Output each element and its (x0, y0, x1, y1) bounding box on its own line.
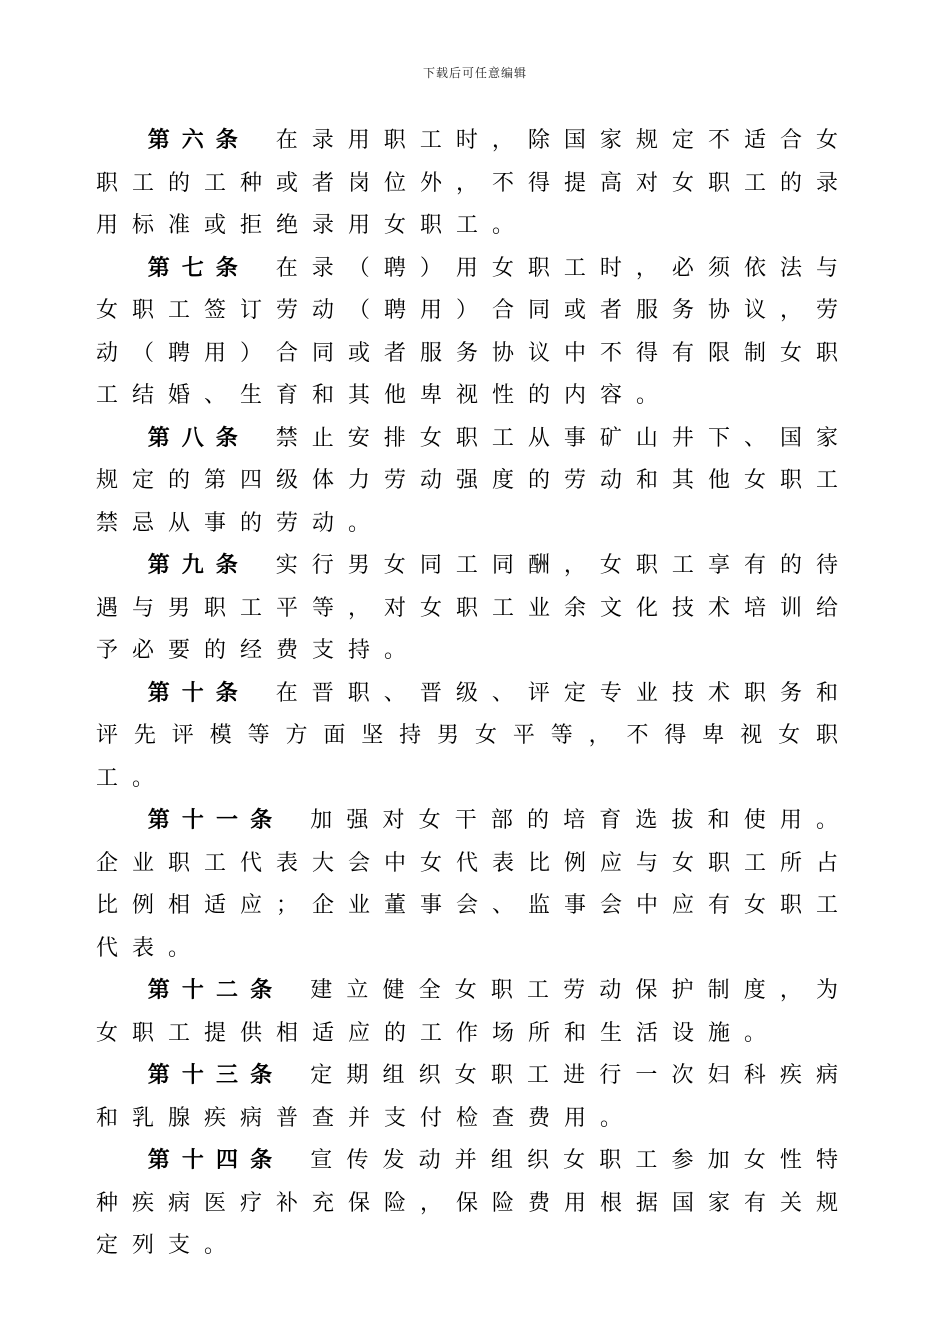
article-12 (96, 970, 852, 1055)
article-text: 实行男女同工同酬，女职工享有的待遇与男职工平等，对女职工业余文化技术培训给予必要的经费支持。 (96, 553, 853, 663)
article-number: 第六条 (147, 128, 250, 153)
article-number: 第十一条 (147, 808, 285, 833)
article-8 (96, 418, 852, 546)
article-text: 定期组织女职工进行一次妇科疾病和乳腺疾病普查并支付检查费用。 (96, 1063, 852, 1131)
article-11 (96, 800, 852, 970)
article-number: 第八条 (147, 425, 250, 451)
article-text: 加强对女干部的培育选拔和使用。企业职工代表大会中女代表比例应与女职工所占比例相适应；企业董事会、监事会中应有女职工代表。 (96, 808, 853, 961)
article-text: 在录用职工时，除国家规定不适合女职工的工种或者岗位外，不得提高对女职工的录用标准或拒绝录用女职工。 (96, 128, 853, 238)
article-text: 宣传发动并组织女职工参加女性特种疾病医疗补充保险，保险费用根据国家有关规定列支。 (96, 1148, 853, 1258)
article-number: 第十条 (147, 680, 250, 706)
article-text: 禁止安排女职工从事矿山井下、国家规定的第四级体力劳动强度的劳动和其他女职工禁忌从事的劳动。 (96, 425, 853, 536)
article-13 (96, 1055, 852, 1140)
article-10 (96, 673, 852, 801)
page-header-note: 下载后可任意编辑 (422, 66, 527, 80)
article-9 (96, 545, 852, 673)
article-number: 第十四条 (147, 1148, 285, 1173)
article-14 (96, 1140, 852, 1268)
article-number: 第十二条 (147, 978, 285, 1003)
article-6 (96, 120, 852, 248)
document-body (96, 120, 852, 1268)
article-text: 在晋职、晋级、评定专业技术职务和评先评模等方面坚持男女平等，不得卑视女职工。 (96, 680, 852, 791)
article-7 (96, 248, 852, 418)
article-number: 第十三条 (147, 1063, 285, 1088)
article-text: 建立健全女职工劳动保护制度，为女职工提供相适应的工作场所和生活设施。 (96, 978, 852, 1046)
article-text: 在录（聘）用女职工时，必须依法与女职工签订劳动（聘用）合同或者服务协议，劳动（聘用）合同或者服务协议中不得有限制女职工结婚、生育和其他卑视性的内容。 (96, 255, 853, 408)
article-number: 第七条 (147, 255, 250, 281)
article-number: 第九条 (147, 553, 250, 578)
